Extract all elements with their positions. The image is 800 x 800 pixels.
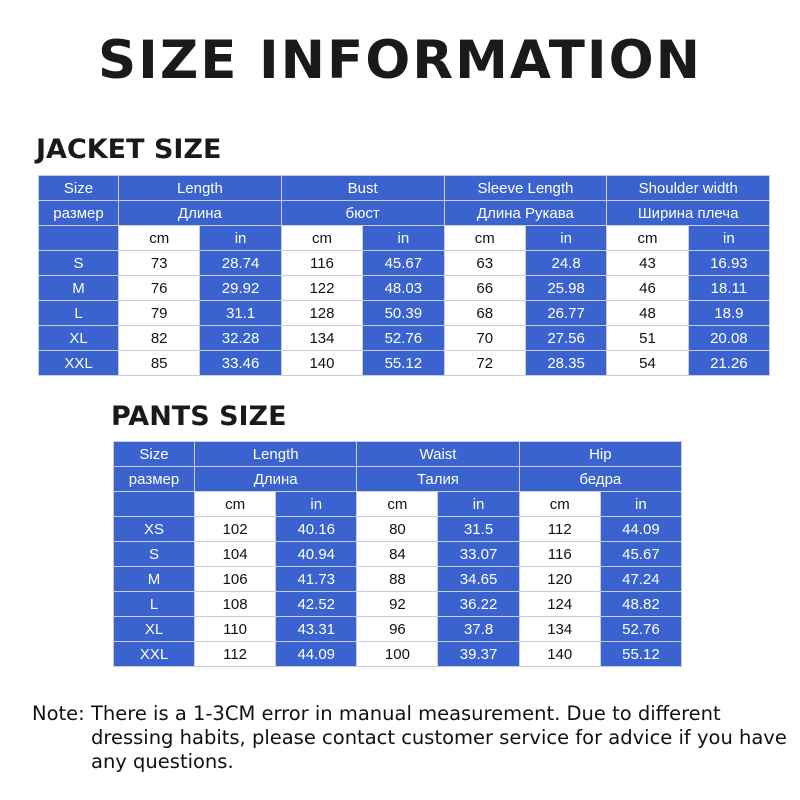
value-in: 45.67: [363, 251, 444, 276]
unit-cm: cm: [519, 492, 600, 517]
value-in: 33.46: [200, 351, 281, 376]
table-row: [39, 251, 770, 276]
table-row: [114, 592, 682, 617]
value-cm: 92: [357, 592, 438, 617]
unit-in: in: [200, 226, 281, 251]
value-cm: 48: [607, 301, 688, 326]
group-header: Hip: [519, 442, 681, 467]
value-in: 27.56: [525, 326, 606, 351]
value-in: 50.39: [363, 301, 444, 326]
value-cm: 88: [357, 567, 438, 592]
value-in: 36.22: [438, 592, 519, 617]
value-in: 45.67: [600, 542, 681, 567]
table-row: [114, 617, 682, 642]
table-row: [39, 326, 770, 351]
value-cm: 51: [607, 326, 688, 351]
value-cm: 120: [519, 567, 600, 592]
value-cm: 76: [119, 276, 200, 301]
value-in: 55.12: [363, 351, 444, 376]
value-in: 48.03: [363, 276, 444, 301]
value-in: 28.74: [200, 251, 281, 276]
value-cm: 100: [357, 642, 438, 667]
value-in: 39.37: [438, 642, 519, 667]
size-label: S: [39, 251, 119, 276]
note-text: There is a 1-3CM error in manual measurement. Due to different dressing habits, please contact customer service for advice if you have any questions.: [91, 702, 787, 773]
value-cm: 116: [519, 542, 600, 567]
size-header: Size: [39, 176, 119, 201]
value-cm: 116: [281, 251, 362, 276]
value-cm: 140: [519, 642, 600, 667]
unit-row-spacer: [39, 226, 119, 251]
value-in: 26.77: [525, 301, 606, 326]
group-header-ru: Длина Рукава: [444, 201, 607, 226]
size-header: Size: [114, 442, 195, 467]
unit-in: in: [600, 492, 681, 517]
value-cm: 110: [195, 617, 276, 642]
size-label: XXL: [39, 351, 119, 376]
value-cm: 73: [119, 251, 200, 276]
value-in: 40.94: [276, 542, 357, 567]
unit-row: [39, 226, 770, 251]
group-header: Length: [119, 176, 282, 201]
value-in: 24.8: [525, 251, 606, 276]
group-header-ru: Длина: [119, 201, 282, 226]
value-cm: 82: [119, 326, 200, 351]
group-header: Waist: [357, 442, 519, 467]
group-header: Shoulder width: [607, 176, 770, 201]
value-in: 32.28: [200, 326, 281, 351]
jacket-size-heading: JACKET SIZE: [36, 134, 222, 165]
unit-cm: cm: [607, 226, 688, 251]
value-in: 20.08: [688, 326, 769, 351]
group-header-ru: бедра: [519, 467, 681, 492]
size-label: M: [39, 276, 119, 301]
size-label: XXL: [114, 642, 195, 667]
value-cm: 112: [195, 642, 276, 667]
table-row: [39, 351, 770, 376]
jacket-size-table: [38, 175, 770, 376]
value-cm: 70: [444, 326, 525, 351]
unit-cm: cm: [444, 226, 525, 251]
value-cm: 134: [281, 326, 362, 351]
value-in: 42.52: [276, 592, 357, 617]
size-label: XL: [114, 617, 195, 642]
size-label: S: [114, 542, 195, 567]
page-title: SIZE INFORMATION: [97, 30, 703, 91]
value-in: 18.11: [688, 276, 769, 301]
header-row-en: [114, 442, 682, 467]
value-cm: 122: [281, 276, 362, 301]
value-cm: 104: [195, 542, 276, 567]
group-header-ru: Ширина плеча: [607, 201, 770, 226]
header-row-en: [39, 176, 770, 201]
unit-in: in: [688, 226, 769, 251]
value-in: 41.73: [276, 567, 357, 592]
value-cm: 80: [357, 517, 438, 542]
group-header-ru: Талия: [357, 467, 519, 492]
value-in: 55.12: [600, 642, 681, 667]
table-row: [114, 642, 682, 667]
value-cm: 85: [119, 351, 200, 376]
group-header: Bust: [281, 176, 444, 201]
unit-in: in: [525, 226, 606, 251]
value-cm: 128: [281, 301, 362, 326]
value-cm: 112: [519, 517, 600, 542]
value-in: 52.76: [363, 326, 444, 351]
value-in: 31.5: [438, 517, 519, 542]
unit-row: [114, 492, 682, 517]
header-row-ru: [39, 201, 770, 226]
group-header-ru: бюст: [281, 201, 444, 226]
value-in: 44.09: [276, 642, 357, 667]
size-label: L: [114, 592, 195, 617]
value-in: 37.8: [438, 617, 519, 642]
value-cm: 108: [195, 592, 276, 617]
value-cm: 134: [519, 617, 600, 642]
value-cm: 54: [607, 351, 688, 376]
table-row: [39, 276, 770, 301]
pants-size-table: [113, 441, 682, 667]
pants-size-heading: PANTS SIZE: [111, 401, 287, 432]
value-in: 43.31: [276, 617, 357, 642]
value-cm: 124: [519, 592, 600, 617]
unit-in: in: [276, 492, 357, 517]
table-row: [114, 542, 682, 567]
value-in: 48.82: [600, 592, 681, 617]
value-in: 29.92: [200, 276, 281, 301]
unit-cm: cm: [119, 226, 200, 251]
value-in: 33.07: [438, 542, 519, 567]
unit-cm: cm: [281, 226, 362, 251]
size-header-ru: размер: [39, 201, 119, 226]
size-label: M: [114, 567, 195, 592]
value-cm: 72: [444, 351, 525, 376]
size-label: XL: [39, 326, 119, 351]
size-label: L: [39, 301, 119, 326]
size-label: XS: [114, 517, 195, 542]
table-row: [114, 567, 682, 592]
unit-in: in: [438, 492, 519, 517]
value-cm: 43: [607, 251, 688, 276]
value-in: 18.9: [688, 301, 769, 326]
unit-in: in: [363, 226, 444, 251]
value-cm: 102: [195, 517, 276, 542]
value-in: 47.24: [600, 567, 681, 592]
value-cm: 63: [444, 251, 525, 276]
group-header-ru: Длина: [195, 467, 357, 492]
value-in: 31.1: [200, 301, 281, 326]
value-in: 21.26: [688, 351, 769, 376]
value-cm: 66: [444, 276, 525, 301]
value-cm: 46: [607, 276, 688, 301]
value-in: 52.76: [600, 617, 681, 642]
size-header-ru: размер: [114, 467, 195, 492]
group-header: Length: [195, 442, 357, 467]
value-in: 44.09: [600, 517, 681, 542]
unit-cm: cm: [357, 492, 438, 517]
value-cm: 84: [357, 542, 438, 567]
value-in: 28.35: [525, 351, 606, 376]
value-in: 16.93: [688, 251, 769, 276]
value-cm: 96: [357, 617, 438, 642]
note-label: Note:: [32, 702, 85, 725]
value-cm: 68: [444, 301, 525, 326]
table-row: [39, 301, 770, 326]
value-in: 40.16: [276, 517, 357, 542]
header-row-ru: [114, 467, 682, 492]
value-cm: 79: [119, 301, 200, 326]
unit-cm: cm: [195, 492, 276, 517]
value-cm: 140: [281, 351, 362, 376]
table-row: [114, 517, 682, 542]
unit-row-spacer: [114, 492, 195, 517]
group-header: Sleeve Length: [444, 176, 607, 201]
value-cm: 106: [195, 567, 276, 592]
value-in: 34.65: [438, 567, 519, 592]
value-in: 25.98: [525, 276, 606, 301]
